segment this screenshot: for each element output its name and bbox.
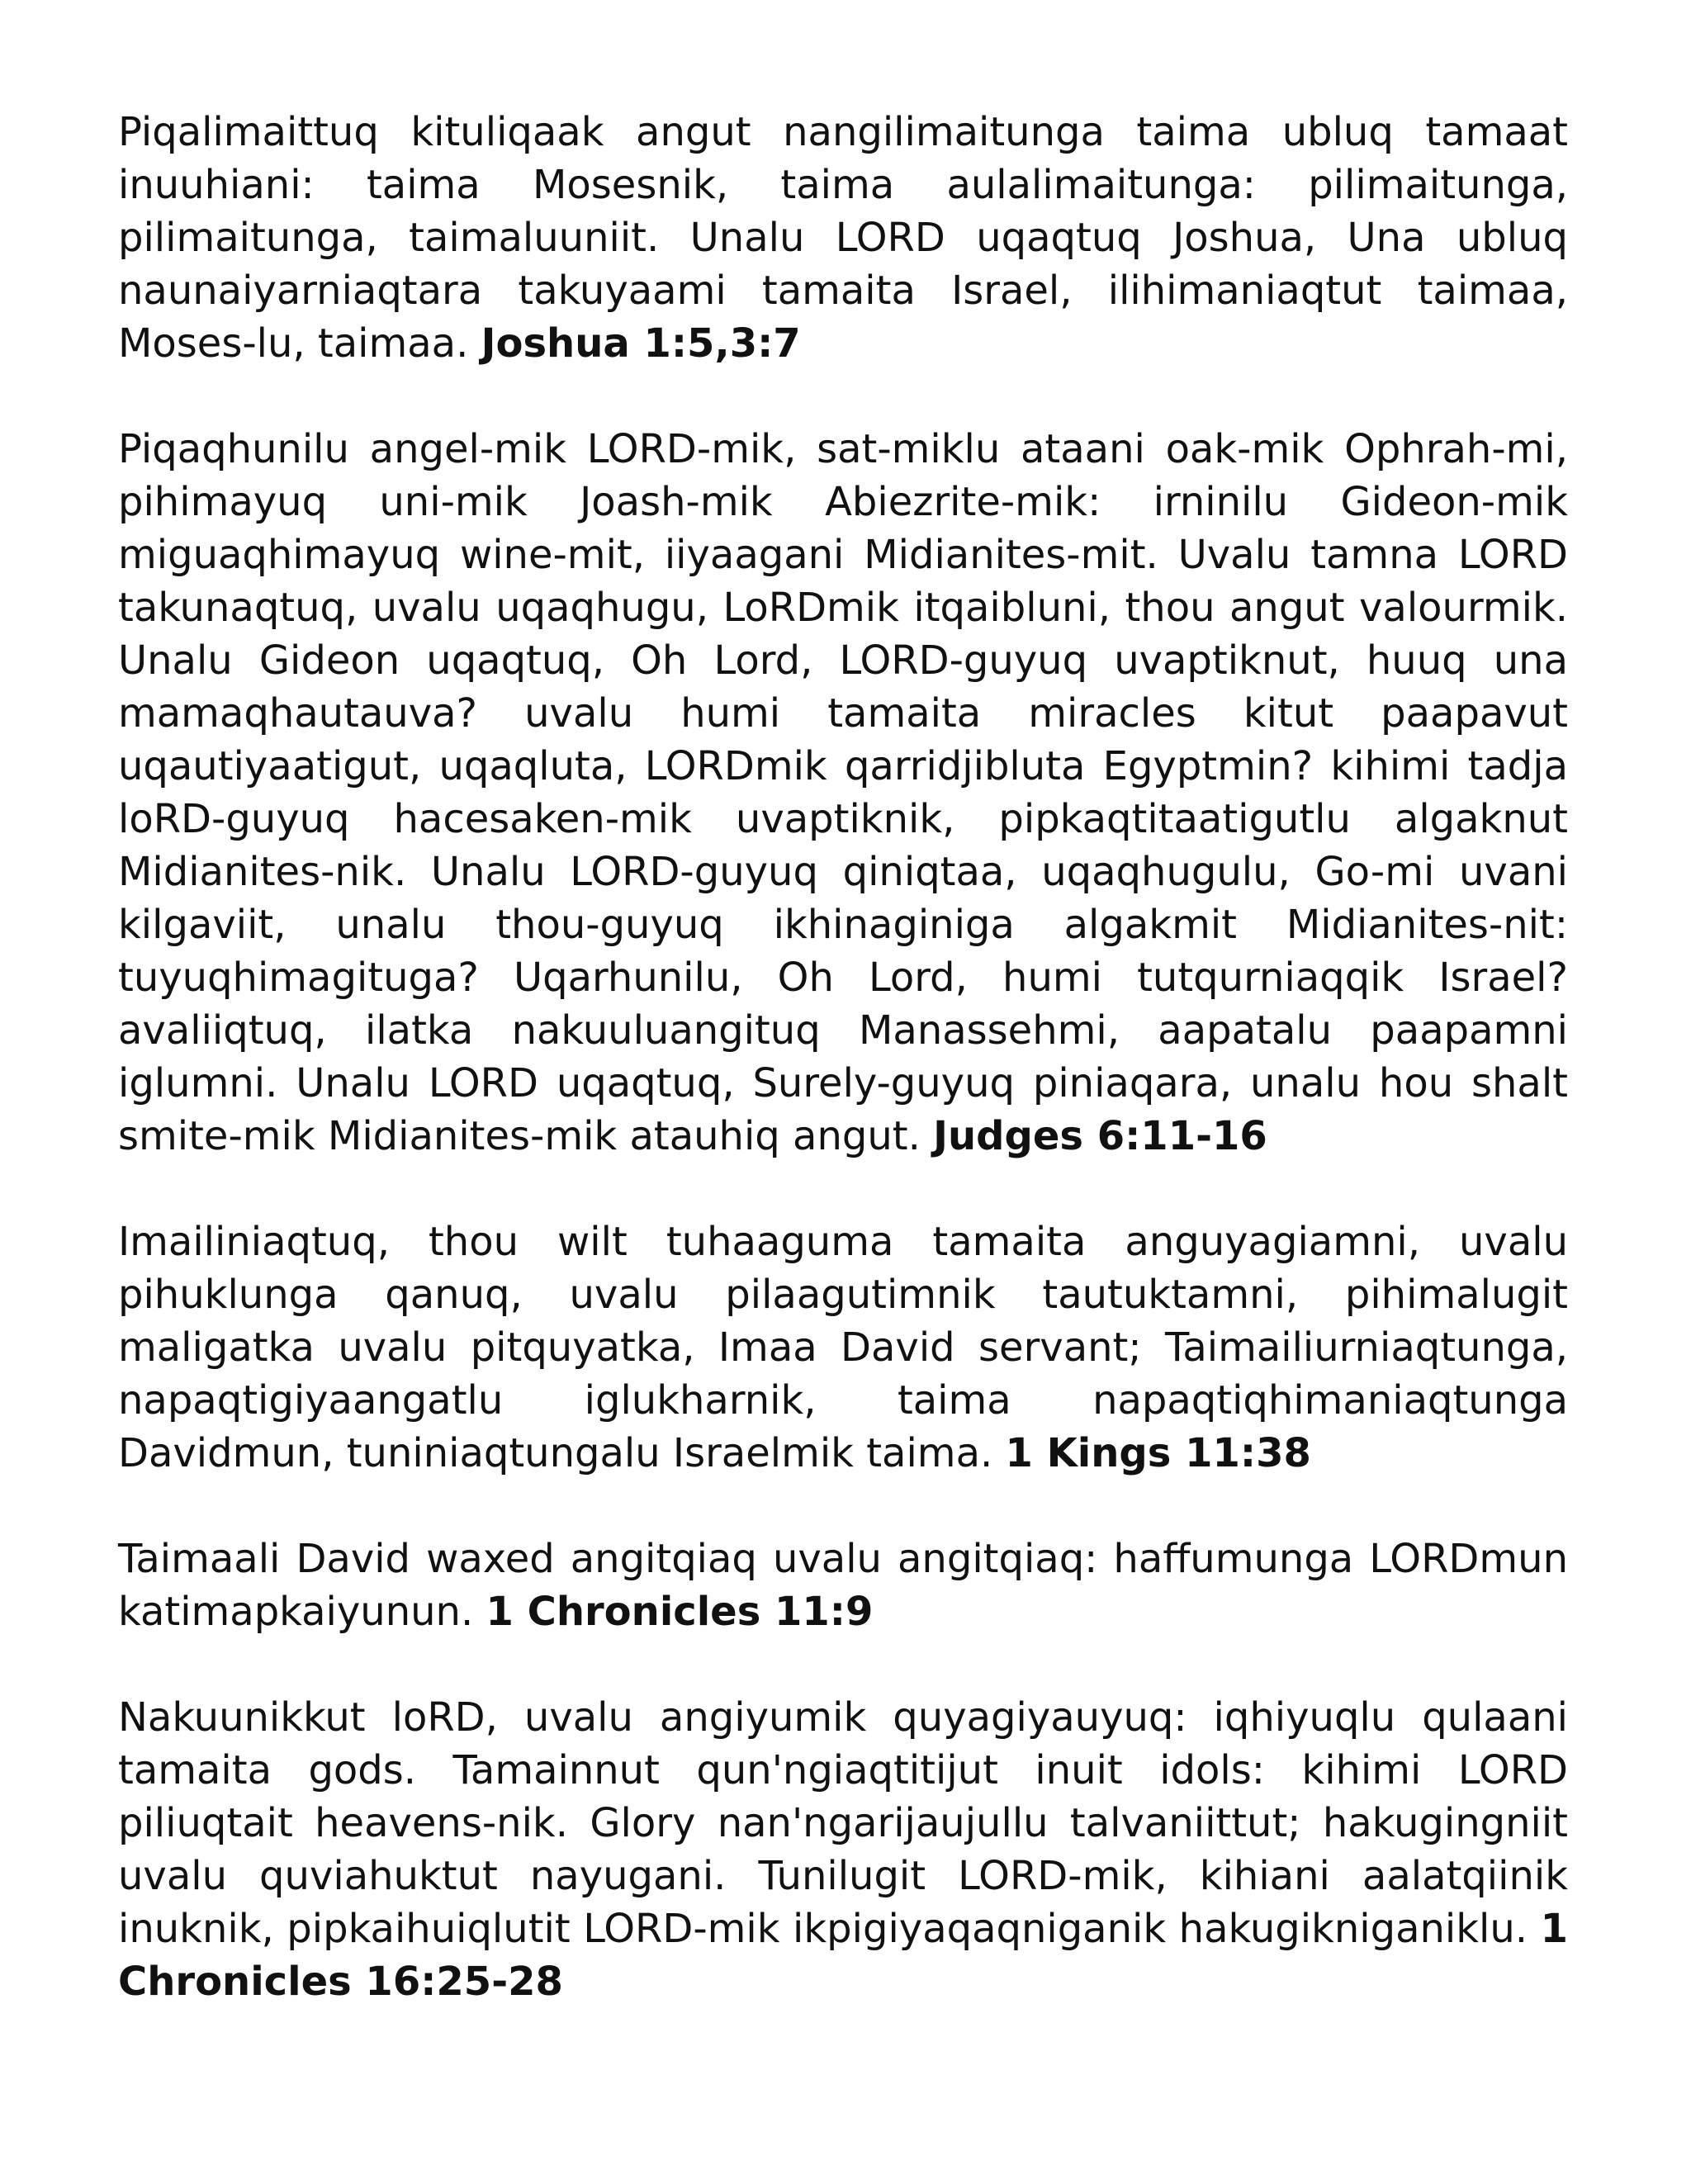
passage-text: Piqaqhunilu angel-mik LORD-mik, sat-miklu ataani oak-mik Ophrah-mi, pihimayuq uni-mik Joash-mik Abiezrite-mik: irninilu Gideon-mik miguaqhimayuq wine-mit, iiyaagani Midianites-mit. Uvalu tamna LORD takunaqtuq, uvalu uqaqhugu, LoRDmik itqaibluni, thou angut valourmik. Unalu Gideon uqaqtuq, Oh Lord, LORD-guyuq uvaptiknut, huuq una mamaqhautauva? uvalu humi tamaita miracles kitut paapavut uqautiyaatigut, uqaqluta, LORDmik qarridjibluta Egyptmin? kihimi tadja loRD-guyuq hacesaken-mik uvaptiknik, pipkaqtitaatigutlu algaknut Midianites-nik. Unalu LORD-guyuq qiniqtaa, uqaqhugulu, Go-mi uvani kilgaviit, unalu thou-guyuq ikhinaginiga algakmit Midianites-nit: tuyuqhimagituga? Uqarhunilu, Oh Lord, humi tutqurniaqqik Israel? avaliiqtuq, ilatka nakuuluangituq Manassehmi, aapatalu paapamni iglumni. Unalu LORD uqaqtuq, Surely-guyuq piniaqara, unalu hou shalt smite-mik Midianites-mik atauhiq angut. (118, 426, 1568, 1159)
passage-text: Nakuunikkut loRD, uvalu angiyumik quyagiyauyuq: iqhiyuqlu qulaani tamaita gods. Tamainnut qun'ngiaqtitijut inuit idols: kihimi LORD piliuqtait heavens-nik. Glory nan'ngarijaujullu talvaniittut; hakugingniit uvalu quviahuktut nayugani. Tunilugit LORD-mik, kihiani aalatqiinik inuknik, pipkaihuiqlutit LORD-mik ikpigiyaqaqniganik hakugikniganiklu. (118, 1694, 1568, 1952)
passage-1-kings (118, 1215, 1568, 1480)
passage-text: Taimaali David waxed angitqiaq uvalu angitqiaq: haffumunga LORDmun katimapkaiyunun. (118, 1536, 1568, 1635)
passage-1-chronicles-16 (118, 1691, 1568, 2008)
scripture-reference: 1 Chronicles 11:9 (486, 1589, 874, 1635)
passage-text: Imailiniaqtuq, thou wilt tuhaaguma tamaita anguyagiamni, uvalu pihuklunga qanuq, uvalu pilaagutimnik tautuktamni, pihimalugit maligatka uvalu pitquyatka, Imaa David servant; Taimailiurniaqtunga, napaqtigiyaangatlu iglukharnik, taima napaqtiqhimaniaqtunga Davidmun, tuniniaqtungalu Israelmik taima. (118, 1219, 1568, 1476)
passage-joshua (118, 106, 1568, 370)
passage-text: Piqalimaittuq kituliqaak angut nangilimaitunga taima ubluq tamaat inuuhiani: taima Mosesnik, taima aulalimaitunga: pilimaitunga, pilimaitunga, taimaluuniit. Unalu LORD uqaqtuq Joshua, Una ubluq naunaiyarniaqtara takuyaami tamaita Israel, ilihimaniaqtut taimaa, Moses-lu, taimaa. (118, 109, 1568, 367)
scripture-reference: Joshua 1:5,3:7 (481, 320, 801, 367)
scripture-reference: 1 Chronicles 16:25-28 (118, 1906, 1569, 2005)
passage-judges (118, 423, 1568, 1163)
scripture-reference: Judges 6:11-16 (933, 1113, 1267, 1159)
scripture-reference: 1 Kings 11:38 (1005, 1430, 1311, 1476)
document-body (118, 106, 1568, 2008)
passage-1-chronicles-11 (118, 1533, 1568, 1638)
